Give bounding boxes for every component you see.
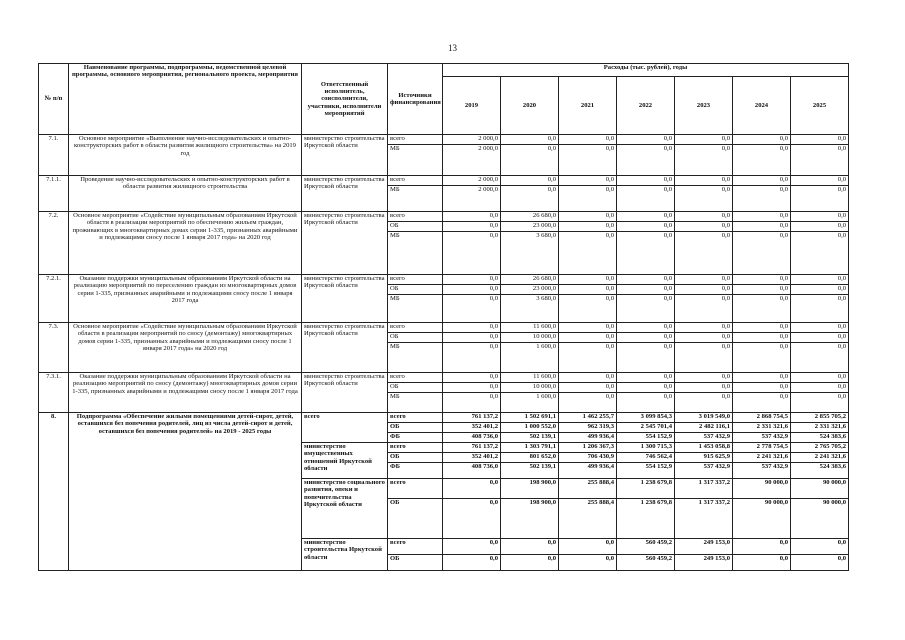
expense-value: 0,0 (617, 275, 675, 285)
expense-value: 0,0 (617, 393, 675, 413)
funding-source: МБ (388, 343, 443, 373)
expense-value: 0,0 (733, 145, 791, 176)
expense-value: 408 736,0 (443, 433, 501, 443)
expense-value: 1 303 791,1 (501, 443, 559, 453)
funding-source: ОБ (388, 499, 443, 539)
expense-value: 23 000,0 (501, 222, 559, 232)
expense-value: 0,0 (675, 323, 733, 333)
expense-value: 2 482 116,1 (675, 423, 733, 433)
funding-source: всего (388, 135, 443, 145)
expense-value: 0,0 (791, 145, 849, 176)
item-number: 7.1. (39, 135, 69, 176)
expense-value: 0,0 (617, 222, 675, 232)
expense-value: 249 153,0 (675, 539, 733, 555)
funding-source: МБ (388, 145, 443, 176)
expense-value: 0,0 (501, 555, 559, 571)
expense-value: 0,0 (443, 275, 501, 285)
expense-value: 2 778 754,5 (733, 443, 791, 453)
expense-value: 0,0 (617, 333, 675, 343)
funding-source: ОБ (388, 555, 443, 571)
expense-value: 0,0 (501, 539, 559, 555)
expense-value: 0,0 (559, 333, 617, 343)
expense-value: 1 000 552,0 (501, 423, 559, 433)
expense-value: 0,0 (617, 383, 675, 393)
expense-value: 0,0 (675, 145, 733, 176)
expense-value: 0,0 (559, 393, 617, 413)
expense-value: 0,0 (675, 186, 733, 212)
funding-source: всего (388, 413, 443, 423)
expense-value: 0,0 (443, 212, 501, 222)
expense-value: 0,0 (559, 343, 617, 373)
expense-value: 0,0 (617, 343, 675, 373)
subprogram-name: Подпрограмма «Обеспечение жилыми помещениями детей-сирот, детей, оставшихся без попечения родителей, лиц из числа детей-сирот и детей, оставшихся без попечения родителей» на 2019 - 2025 годы (69, 413, 302, 571)
expense-value: 0,0 (501, 145, 559, 176)
item-responsible: министерство строительства Иркутской области (302, 323, 388, 373)
expense-value: 0,0 (675, 176, 733, 186)
expense-value: 0,0 (559, 145, 617, 176)
expense-value: 90 000,0 (733, 499, 791, 539)
expense-value: 0,0 (791, 285, 849, 295)
expense-value: 249 153,0 (675, 555, 733, 571)
item-name: Проведение научно-исследовательских и опытно-конструкторских работ в области развития жилищного строительства (69, 176, 302, 212)
expense-value: 10 000,0 (501, 383, 559, 393)
expense-value: 0,0 (559, 539, 617, 555)
item-number: 7.2. (39, 212, 69, 275)
funding-source: МБ (388, 393, 443, 413)
expense-value: 0,0 (617, 323, 675, 333)
expense-value: 3 680,0 (501, 232, 559, 275)
expense-value: 499 936,4 (559, 433, 617, 443)
expense-value: 1 600,0 (501, 343, 559, 373)
funding-source: всего (388, 212, 443, 222)
expense-value: 0,0 (791, 393, 849, 413)
expense-value: 0,0 (617, 145, 675, 176)
funding-source: ФБ (388, 433, 443, 443)
expense-value: 554 152,9 (617, 463, 675, 479)
expense-value: 0,0 (559, 222, 617, 232)
header-year: 2022 (617, 77, 675, 135)
expense-value: 0,0 (791, 295, 849, 323)
expense-value: 2 331 321,6 (733, 423, 791, 433)
expense-value: 90 000,0 (733, 479, 791, 499)
group-responsible: всего (302, 413, 388, 443)
expense-value: 1 317 337,2 (675, 479, 733, 499)
expense-value: 0,0 (675, 333, 733, 343)
expense-value: 0,0 (675, 222, 733, 232)
funding-source: МБ (388, 295, 443, 323)
expense-value: 90 000,0 (791, 479, 849, 499)
expense-value: 554 152,9 (617, 433, 675, 443)
expense-value: 1 453 058,8 (675, 443, 733, 453)
expense-value: 524 383,6 (791, 433, 849, 443)
expense-value: 0,0 (733, 186, 791, 212)
funding-source: ОБ (388, 423, 443, 433)
expense-value: 2 000,0 (443, 186, 501, 212)
expense-value: 0,0 (443, 232, 501, 275)
expense-value: 0,0 (675, 343, 733, 373)
expense-value: 0,0 (617, 295, 675, 323)
expense-value: 90 000,0 (791, 499, 849, 539)
item-name: Оказание поддержки муниципальным образованиям Иркутской области на реализацию мероприятий по переселению граждан из многоквартирных домов серии 1-335, признанных аварийными и подлежащими сносу после 1 января 2017 года (69, 275, 302, 323)
header-year: 2021 (559, 77, 617, 135)
item-name: Основное мероприятие «Содействие муниципальным образованиям Иркутской области в реализации мероприятий по сносу (демонтажу) многоквартирных домов серии 1-335, признанных аварийными и подлежащими сносу после 1 января 2017 года» на 2020 год (69, 323, 302, 373)
expense-value: 0,0 (443, 555, 501, 571)
expense-value: 0,0 (675, 275, 733, 285)
expense-value: 3 019 549,0 (675, 413, 733, 423)
expense-value: 0,0 (559, 323, 617, 333)
expense-value: 0,0 (559, 285, 617, 295)
item-responsible: министерство строительства Иркутской области (302, 176, 388, 212)
expense-value: 1 600,0 (501, 393, 559, 413)
expense-value: 0,0 (791, 383, 849, 393)
expense-value: 0,0 (443, 323, 501, 333)
expense-value: 0,0 (791, 373, 849, 383)
expense-value: 3 680,0 (501, 295, 559, 323)
expense-value: 499 936,4 (559, 463, 617, 479)
expense-value: 706 430,9 (559, 453, 617, 463)
expense-value: 1 462 255,7 (559, 413, 617, 423)
expense-value: 0,0 (791, 343, 849, 373)
expense-value: 352 401,2 (443, 423, 501, 433)
expense-value: 0,0 (791, 323, 849, 333)
expense-value: 2 545 701,4 (617, 423, 675, 433)
item-name: Основное мероприятие «Содействие муниципальным образованиям Иркутской области в реализации мероприятий по обеспечению жильем граждан, проживающих в многоквартирных домах серии 1-335, признанных аварийными и подлежащими сносу после 1 января 2017 года» на 2020 год (69, 212, 302, 275)
expense-value: 0,0 (791, 333, 849, 343)
expense-value: 0,0 (443, 383, 501, 393)
expense-value: 0,0 (617, 373, 675, 383)
expense-value: 2 000,0 (443, 145, 501, 176)
expense-value: 962 319,3 (559, 423, 617, 433)
expense-value: 502 139,1 (501, 433, 559, 443)
expense-value: 11 600,0 (501, 323, 559, 333)
expense-value: 0,0 (733, 323, 791, 333)
expense-value: 0,0 (501, 176, 559, 186)
funding-source: МБ (388, 232, 443, 275)
expense-value: 2 241 321,6 (733, 453, 791, 463)
expense-value: 0,0 (675, 232, 733, 275)
header-responsible: Ответственный исполнитель, соисполнители, участники, исполнители мероприятий (302, 64, 388, 135)
expense-value: 0,0 (791, 555, 849, 571)
expense-value: 0,0 (559, 295, 617, 323)
expense-value: 0,0 (559, 373, 617, 383)
expense-value: 537 432,9 (733, 433, 791, 443)
expense-value: 0,0 (617, 285, 675, 295)
item-number: 7.3.1. (39, 373, 69, 413)
expense-value: 0,0 (733, 135, 791, 145)
expense-value: 23 000,0 (501, 285, 559, 295)
expense-value: 0,0 (617, 232, 675, 275)
expense-value: 761 137,2 (443, 443, 501, 453)
expense-value: 0,0 (675, 212, 733, 222)
expense-value: 0,0 (559, 383, 617, 393)
expense-value: 352 401,2 (443, 453, 501, 463)
expense-value: 26 680,0 (501, 212, 559, 222)
table-row (39, 323, 849, 333)
expense-value: 0,0 (443, 479, 501, 499)
expense-value: 2 331 321,6 (791, 423, 849, 433)
header-year: 2019 (443, 77, 501, 135)
item-number: 7.3. (39, 323, 69, 373)
expense-value: 0,0 (791, 212, 849, 222)
expense-value: 1 502 691,1 (501, 413, 559, 423)
expense-value: 0,0 (559, 186, 617, 212)
expense-value: 0,0 (675, 135, 733, 145)
expense-value: 537 432,9 (675, 463, 733, 479)
expense-value: 0,0 (733, 393, 791, 413)
expense-value: 0,0 (733, 232, 791, 275)
funding-source: ОБ (388, 453, 443, 463)
expense-value: 0,0 (443, 373, 501, 383)
expense-value: 0,0 (443, 393, 501, 413)
expense-value: 0,0 (559, 176, 617, 186)
funding-source: ФБ (388, 463, 443, 479)
table-row (39, 135, 849, 145)
expense-value: 0,0 (443, 539, 501, 555)
item-number: 7.1.1. (39, 176, 69, 212)
table-row (39, 212, 849, 222)
budget-table (38, 63, 849, 571)
expense-value: 0,0 (617, 212, 675, 222)
expense-value: 198 900,0 (501, 499, 559, 539)
expense-value: 1 206 367,3 (559, 443, 617, 453)
funding-source: всего (388, 479, 443, 499)
expense-value: 0,0 (791, 222, 849, 232)
table-row (39, 373, 849, 383)
expense-value: 0,0 (733, 539, 791, 555)
expense-value: 0,0 (733, 333, 791, 343)
table-row (39, 413, 849, 423)
expense-value: 0,0 (501, 186, 559, 212)
expense-value: 255 888,4 (559, 499, 617, 539)
funding-source: всего (388, 176, 443, 186)
expense-value: 0,0 (733, 555, 791, 571)
group-responsible: министерство строительства Иркутской области (302, 539, 388, 571)
expense-value: 0,0 (617, 186, 675, 212)
expense-value: 0,0 (733, 343, 791, 373)
expense-value: 0,0 (443, 343, 501, 373)
expense-value: 0,0 (675, 393, 733, 413)
expense-value: 0,0 (733, 275, 791, 285)
funding-source: ОБ (388, 285, 443, 295)
expense-value: 0,0 (791, 135, 849, 145)
expense-value: 537 432,9 (675, 433, 733, 443)
funding-source: ОБ (388, 222, 443, 232)
header-source: Источники финансирования (388, 64, 443, 135)
funding-source: всего (388, 539, 443, 555)
expense-value: 0,0 (791, 539, 849, 555)
expense-value: 0,0 (559, 135, 617, 145)
group-responsible: министерство социального развития, опеки и попечительства Иркутской области (302, 479, 388, 539)
expense-value: 2 000,0 (443, 176, 501, 186)
expense-value: 0,0 (791, 275, 849, 285)
expense-value: 0,0 (733, 212, 791, 222)
item-responsible: министерство строительства Иркутской области (302, 135, 388, 176)
expense-value: 0,0 (443, 285, 501, 295)
header-year: 2024 (733, 77, 791, 135)
expense-value: 0,0 (675, 383, 733, 393)
header-name: Наименование программы, подпрограммы, ведомственной целевой программы, основного мероприятия, регионального проекта, мероприятия (69, 64, 302, 135)
expense-value: 3 099 854,3 (617, 413, 675, 423)
expense-value: 2 855 705,2 (791, 413, 849, 423)
expense-value: 801 652,0 (501, 453, 559, 463)
expense-value: 0,0 (791, 186, 849, 212)
funding-source: МБ (388, 186, 443, 212)
expense-value: 0,0 (791, 232, 849, 275)
expense-value: 2 241 321,6 (791, 453, 849, 463)
expense-value: 746 562,4 (617, 453, 675, 463)
expense-value: 560 459,2 (617, 555, 675, 571)
header-num: № п/п (39, 64, 69, 135)
expense-value: 0,0 (675, 373, 733, 383)
table-row (39, 176, 849, 186)
expense-value: 0,0 (733, 373, 791, 383)
expense-value: 0,0 (443, 222, 501, 232)
expense-value: 11 600,0 (501, 373, 559, 383)
expense-value: 0,0 (559, 275, 617, 285)
expense-value: 1 317 337,2 (675, 499, 733, 539)
item-responsible: министерство строительства Иркутской области (302, 275, 388, 323)
expense-value: 1 238 679,8 (617, 499, 675, 539)
group-responsible: министерство имущественных отношений Иркутской области (302, 443, 388, 479)
subprogram-number: 8. (39, 413, 69, 571)
header-year: 2020 (501, 77, 559, 135)
funding-source: всего (388, 275, 443, 285)
expense-value: 502 139,1 (501, 463, 559, 479)
expense-value: 2 765 705,2 (791, 443, 849, 453)
table-row (39, 275, 849, 285)
expense-value: 0,0 (791, 176, 849, 186)
expense-value: 0,0 (443, 499, 501, 539)
expense-value: 26 680,0 (501, 275, 559, 285)
expense-value: 2 000,0 (443, 135, 501, 145)
expense-value: 915 625,9 (675, 453, 733, 463)
expense-value: 255 888,4 (559, 479, 617, 499)
item-responsible: министерство строительства Иркутской области (302, 212, 388, 275)
funding-source: всего (388, 443, 443, 453)
funding-source: ОБ (388, 383, 443, 393)
item-number: 7.2.1. (39, 275, 69, 323)
expense-value: 0,0 (733, 176, 791, 186)
expense-value: 0,0 (559, 555, 617, 571)
expense-value: 0,0 (559, 212, 617, 222)
expense-value: 2 868 754,5 (733, 413, 791, 423)
expense-value: 10 000,0 (501, 333, 559, 343)
funding-source: всего (388, 373, 443, 383)
item-name: Оказание поддержки муниципальным образованиям Иркутской области на реализацию мероприятий по сносу (демонтажу) многоквартирных домов серии 1-335, признанных аварийными и подлежащими сносу после 1 января 2017 года (69, 373, 302, 413)
expense-value: 1 238 679,8 (617, 479, 675, 499)
expense-value: 1 300 715,3 (617, 443, 675, 453)
expense-value: 0,0 (733, 285, 791, 295)
expense-value: 0,0 (443, 295, 501, 323)
page-number: 13 (448, 43, 457, 53)
expense-value: 408 736,0 (443, 463, 501, 479)
expense-value: 560 459,2 (617, 539, 675, 555)
funding-source: всего (388, 323, 443, 333)
expense-value: 0,0 (617, 176, 675, 186)
expense-value: 0,0 (559, 232, 617, 275)
expense-value: 0,0 (617, 135, 675, 145)
expense-value: 0,0 (675, 295, 733, 323)
header-year: 2023 (675, 77, 733, 135)
expense-value: 761 137,2 (443, 413, 501, 423)
item-responsible: министерство строительства Иркутской области (302, 373, 388, 413)
expense-value: 524 383,6 (791, 463, 849, 479)
expense-value: 198 900,0 (501, 479, 559, 499)
expense-value: 0,0 (443, 333, 501, 343)
header-expenses: Расходы (тыс. рублей), годы (443, 64, 849, 77)
funding-source: ОБ (388, 333, 443, 343)
expense-value: 0,0 (501, 135, 559, 145)
expense-value: 0,0 (733, 295, 791, 323)
expense-value: 0,0 (675, 285, 733, 295)
header-year: 2025 (791, 77, 849, 135)
expense-value: 537 432,9 (733, 463, 791, 479)
item-name: Основное мероприятие «Выполнение научно-исследовательских и опытно-конструкторских работ в области развития жилищного строительства» на 2019 год (69, 135, 302, 176)
expense-value: 0,0 (733, 222, 791, 232)
expense-value: 0,0 (733, 383, 791, 393)
